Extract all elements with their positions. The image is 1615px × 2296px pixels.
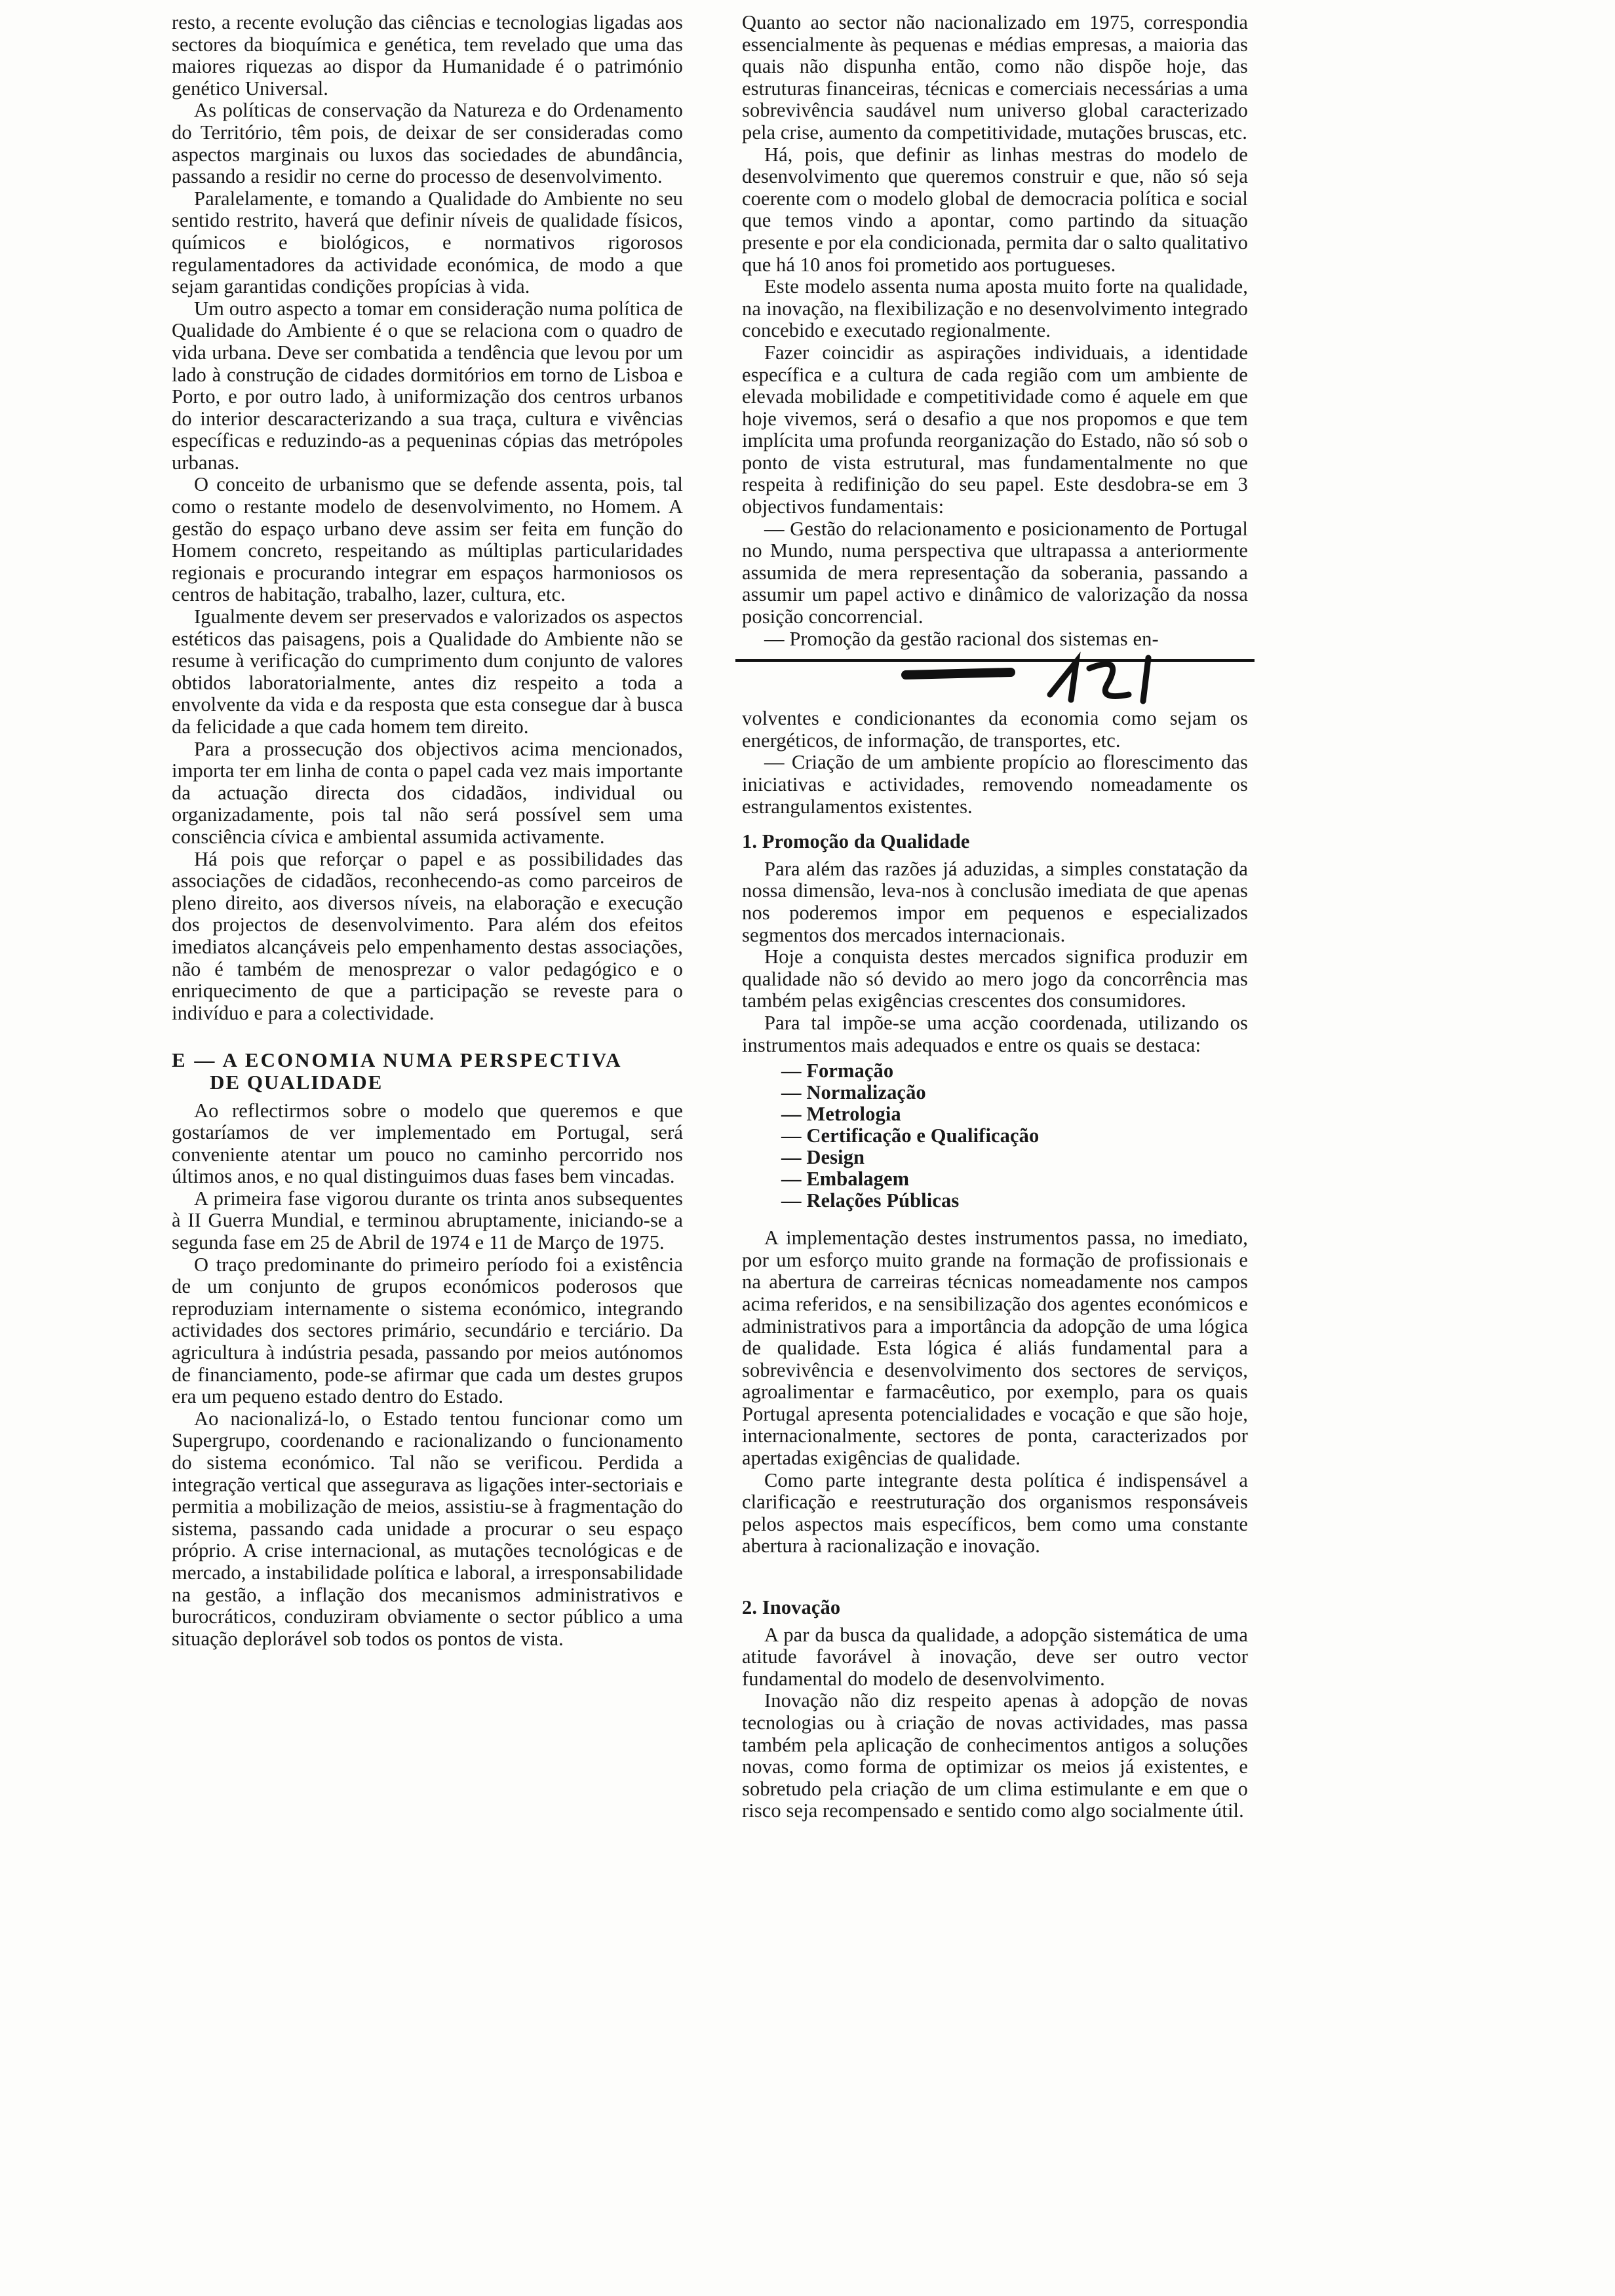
paragraph: Há, pois, que definir as linhas mestras do modelo de desenvolvimento que queremos construir e que, não só seja coerente com o modelo global de democracia política e social que temos vindo a apontar, como partindo da situação presente e por ela condicionada, permita dar o salto qualitativo que há 10 anos foi prometido aos portugueses. xyxy=(742,143,1248,276)
paragraph: O traço predominante do primeiro período foi a existência de um conjunto de grupos económicos poderosos que reproduziam internamente o sistema económico, integrando actividades dos sectores primário, secundário e terciário. Da agricultura à indústria pesada, passando por meios autónomos de financiamento, pode-se afirmar que cada um destes grupos era um pequeno estado dentro do Estado. xyxy=(172,1253,683,1408)
paragraph: Para além das razões já aduzidas, a simples constatação da nossa dimensão, leva-nos à conclusão imediata de que apenas nos poderemos impor em pequenos e especializados segmentos dos mercados internacionais. xyxy=(742,857,1248,946)
paragraph: resto, a recente evolução das ciências e tecnologias ligadas aos sectores da bioquímica e genética, tem revelado que uma das maiores riquezas ao dispor da Humanidade é o património genético Universal. xyxy=(172,11,683,100)
paragraph: Como parte integrante desta política é indispensável a clarificação e reestruturação dos organismos responsáveis pelos aspectos mais específicos, bem como uma constante abertura à racionalização e inovação. xyxy=(742,1468,1248,1558)
paragraph: A implementação destes instrumentos passa, no imediato, por um esforço muito grande na formação de profissionais e na abertura de carreiras técnicas nomeadamente nos campos acima referidos, e na sensibilização dos agentes económicos e administrativos para a importância da adopção de uma lógica de qualidade. Esta lógica é aliás fundamental para a sobrevivência e desenvolvimento dos sectores de serviços, agroalimentar e farmacêutico, por exemplo, para os quais Portugal apresenta potencialidades e vocação e que são hoje, internacionalmente, sectores de ponta, caracterizados por apertadas exigências de qualidade. xyxy=(742,1227,1248,1470)
section-heading-e xyxy=(172,1049,683,1093)
paragraph: Este modelo assenta numa aposta muito forte na qualidade, na inovação, na flexibilização e no desenvolvimento integrado concebido e executado regionalmente. xyxy=(742,275,1248,342)
paragraph: Inovação não diz respeito apenas à adopção de novas tecnologias ou à criação de novas actividades, mas passa também pela aplicação de conhecimentos antigos a soluções novas, como forma de optimizar os meios já existentes, e sobretudo pela criação de um clima estimulante e em que o risco seja recompensado e sentido como algo socialmente útil. xyxy=(742,1689,1248,1822)
paragraph: — Gestão do relacionamento e posicionamento de Portugal no Mundo, numa perspectiva que ultrapassa a anteriormente assumida de mera representação da soberania, passando a assumir um papel activo e dinâmico de valorização da nossa posição concorrencial. xyxy=(742,517,1248,628)
list-item: — Relações Públicas xyxy=(781,1189,960,1212)
paragraph: Fazer coincidir as aspirações individuais, a identidade específica e a cultura de cada região com um ambiente de elevada mobilidade e competitividade como é aquele em que hoje vivemos, será o desafio a que nos propomos e que tem implícita uma profunda reorganização do Estado, não só sob o ponto de vista estrutural, mas fundamentalmente no que respeita à redifinição do seu papel. Este desdobra-se em 3 objectivos fundamentais: xyxy=(742,341,1248,518)
list-item: — Embalagem xyxy=(781,1168,910,1191)
section-heading-line2: DE QUALIDADE xyxy=(210,1070,383,1094)
paragraph: Um outro aspecto a tomar em consideração numa política de Qualidade do Ambiente é o que se relaciona com o quadro de vida urbana. Deve ser combatida a tendência que levou por um lado à construção de cidades dormitórios em torno de Lisboa e Porto, e por outro lado, à uniformização dos centros urbanos do interior descaracterizando a sua traça, cultura e vivências específicas e reduzindo-as a pequeninas cópias das metrópoles urbanas. xyxy=(172,297,683,474)
paragraph: As políticas de conservação da Natureza e do Ordenamento do Território, têm pois, de deixar de ser consideradas como aspectos marginais ou luxos das sociedades de abundância, passando a residir no cerne do processo de desenvolvimento. xyxy=(172,99,683,188)
paragraph: Paralelamente, e tomando a Qualidade do Ambiente no seu sentido restrito, haverá que definir níveis de qualidade físicos, químicos e biológicos, e normativos rigorosos regulamentadores da actividade económica, de modo a que sejam garantidas condições propícias à vida. xyxy=(172,187,683,298)
section-heading-line1: E — A ECONOMIA NUMA PERSPECTIVA xyxy=(172,1048,623,1072)
handwritten-mark-icon xyxy=(899,649,1175,708)
paragraph: Para tal impõe-se uma acção coordenada, utilizando os instrumentos mais adequados e entre os quais se destaca: xyxy=(742,1011,1248,1056)
list-item: — Formação xyxy=(781,1060,894,1082)
handwritten-mark xyxy=(742,667,1248,708)
paragraph: Ao nacionalizá-lo, o Estado tentou funcionar como um Supergrupo, coordenando e racionalizando o funcionamento do sistema económico. Tal não se verificou. Perdida a integração vertical que assegurava as ligações inter-sectoriais e permitia a mobilização de meios, assistiu-se à fragmentação do sistema, passando cada unidade a procurar o seu espaço próprio. A crise internacional, as mutações tecnológicas e de mercado, a instabilidade política e laboral, a irresponsabilidade na gestão, a inflação dos mecanismos administrativos e burocráticos, conduziram obviamente o sector público a uma situação deplorável sob todos os pontos de vista. xyxy=(172,1407,683,1650)
paragraph: Há pois que reforçar o papel e as possibilidades das associações de cidadãos, reconhecendo-as como parceiros de pleno direito, aos diversos níveis, na elaboração e execução dos projectos de desenvolvimento. Para além dos efeitos imediatos alcançáveis pelo empenhamento destas associações, não é também de menosprezar o valor pedagógico e o enriquecimento de que a participação se reveste para o indivíduo e para a colectividade. xyxy=(172,847,683,1024)
paragraph: Para a prossecução dos objectivos acima mencionados, importa ter em linha de conta o papel cada vez mais importante da actuação directa dos cidadãos, individual ou organizadamente, pois tal não será possível sem uma consciência cívica e ambiental assumida activamente. xyxy=(172,737,683,848)
paragraph: Ao reflectirmos sobre o modelo que queremos e que gostaríamos de ver implementado em Portugal, será conveniente atentar um pouco no caminho percorrido nos últimos anos, e no qual distinguimos duas fases bem vincadas. xyxy=(172,1099,683,1188)
list-item: — Certificação e Qualificação xyxy=(781,1124,1040,1147)
subheading-inovacao: 2. Inovação xyxy=(742,1596,841,1619)
paragraph: O conceito de urbanismo que se defende assenta, pois, tal como o restante modelo de desenvolvimento, no Homem. A gestão do espaço urbano deve assim ser feita em função do Homem concreto, respeitando as múltiplas particularidades regionais e procurando integrar em espaços harmoniosos os centros de habitação, trabalho, lazer, cultura, etc. xyxy=(172,473,683,606)
paragraph: — Criação de um ambiente propício ao florescimento das iniciativas e actividades, removendo nomeadamente os estrangulamentos existentes. xyxy=(742,751,1248,818)
list-item: — Metrologia xyxy=(781,1103,901,1126)
paragraph: A par da busca da qualidade, a adopção sistemática de uma atitude favorável à inovação, deve ser outro vector fundamental do modelo de desenvolvimento. xyxy=(742,1623,1248,1690)
instruments-list xyxy=(742,1060,1248,1212)
list-item: — Design xyxy=(781,1146,865,1169)
paragraph: Quanto ao sector não nacionalizado em 1975, correspondia essencialmente às pequenas e médias empresas, a maioria das quais não dispunha então, como não dispõe hoje, das estruturas financeiras, técnicas e comerciais necessárias a uma sobrevivência saudável num universo global caracterizado pela crise, aumento da competitividade, mutações bruscas, etc. xyxy=(742,11,1248,144)
paragraph: volventes e condicionantes da economia como sejam os energéticos, de informação, de transportes, etc. xyxy=(742,707,1248,752)
paragraph: A primeira fase vigorou durante os trinta anos subsequentes à II Guerra Mundial, e terminou abruptamente, iniciando-se a segunda fase em 25 de Abril de 1974 e 11 de Março de 1975. xyxy=(172,1187,683,1254)
paragraph: — Promoção da gestão racional dos sistemas en- xyxy=(764,627,1159,650)
paragraph: Hoje a conquista destes mercados significa produzir em qualidade não só devido ao mero jogo da concorrência mas também pelas exigências crescentes dos consumidores. xyxy=(742,946,1248,1012)
paragraph: Igualmente devem ser preservados e valorizados os aspectos estéticos das paisagens, pois a Qualidade do Ambiente não se resume à verificação do cumprimento dum conjunto de valores obtidos laboratorialmente, antes diz respeito a toda a envolvente da vida e da resposta que esta consegue dar à busca da felicidade a que cada homem tem direito. xyxy=(172,605,683,738)
left-column xyxy=(172,12,683,1650)
list-item: — Normalização xyxy=(781,1081,926,1104)
subheading-promocao-qualidade: 1. Promoção da Qualidade xyxy=(742,830,970,853)
right-column xyxy=(742,12,1248,1822)
